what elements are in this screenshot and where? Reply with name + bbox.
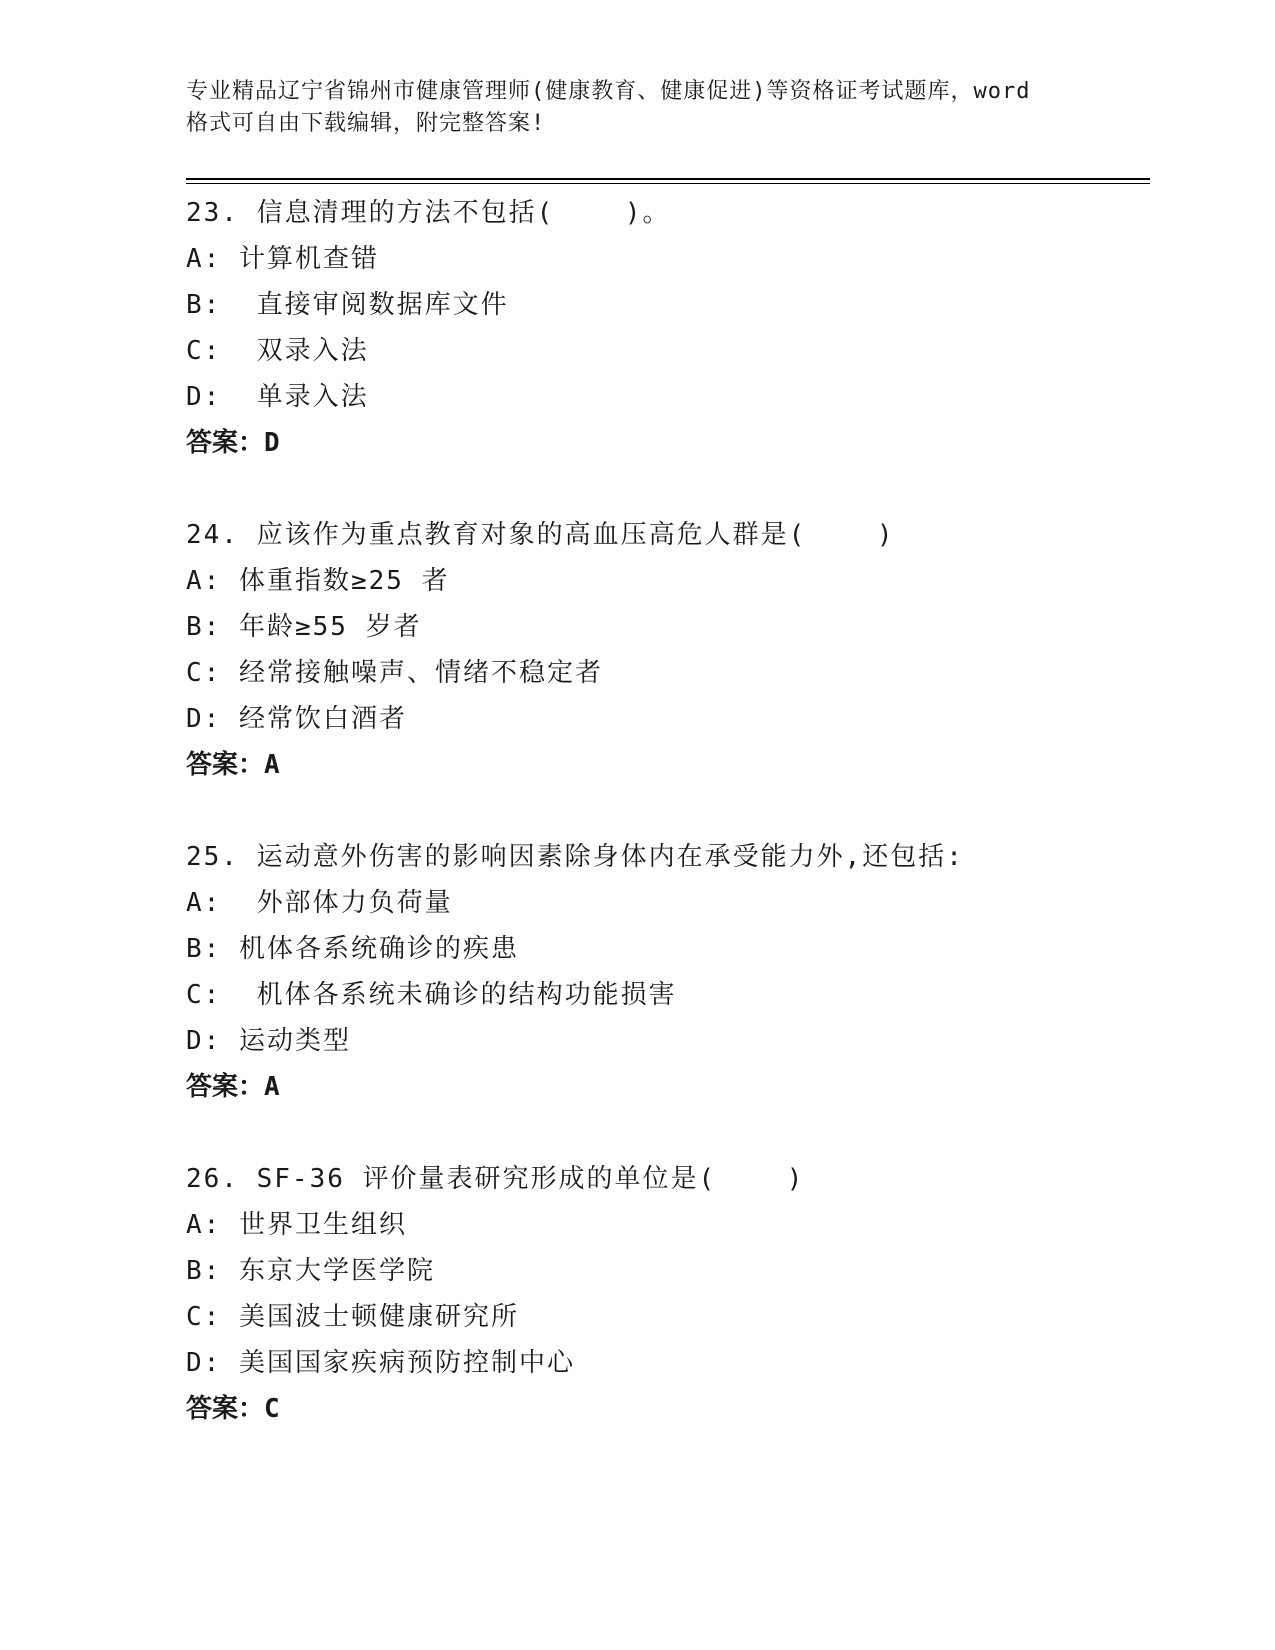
option-b: B: 直接审阅数据库文件: [186, 290, 509, 320]
question-stem: 23. 信息清理的方法不包括( )。: [186, 198, 671, 228]
option-a: A: 外部体力负荷量: [186, 888, 453, 918]
question-24: [186, 512, 1146, 788]
option-a: A: 计算机查错: [186, 244, 379, 274]
answer-text: 答案：D: [186, 428, 280, 458]
option-d: D: 经常饮白酒者: [186, 704, 407, 734]
header-divider-thick: [186, 178, 1150, 180]
question-stem: 24. 应该作为重点教育对象的高血压高危人群是( ): [186, 520, 895, 550]
question-list: [186, 190, 1146, 1478]
question-25: [186, 834, 1146, 1110]
answer-text: 答案：A: [186, 750, 280, 780]
option-a: A: 世界卫生组织: [186, 1210, 407, 1240]
option-d: D: 单录入法: [186, 382, 369, 412]
header-divider-thin: [186, 183, 1150, 184]
option-c: C: 经常接触噪声、情绪不稳定者: [186, 658, 603, 688]
option-b: B: 机体各系统确诊的疾患: [186, 934, 519, 964]
option-d: D: 运动类型: [186, 1026, 351, 1056]
option-c: C: 双录入法: [186, 336, 369, 366]
answer-text: 答案：A: [186, 1072, 280, 1102]
header-line-2: 格式可自由下载编辑，附完整答案!: [186, 111, 546, 136]
document-header: [186, 76, 1086, 140]
option-c: C: 美国波士顿健康研究所: [186, 1302, 519, 1332]
option-b: B: 年龄≥55 岁者: [186, 612, 422, 642]
question-23: [186, 190, 1146, 466]
answer-text: 答案：C: [186, 1394, 280, 1424]
option-c: C: 机体各系统未确诊的结构功能损害: [186, 980, 677, 1010]
option-a: A: 体重指数≥25 者: [186, 566, 450, 596]
option-d: D: 美国国家疾病预防控制中心: [186, 1348, 575, 1378]
option-b: B: 东京大学医学院: [186, 1256, 435, 1286]
header-line-1: 专业精品辽宁省锦州市健康管理师(健康教育、健康促进)等资格证考试题库，word: [186, 79, 1031, 104]
question-stem: 25. 运动意外伤害的影响因素除身体内在承受能力外,还包括:: [186, 842, 964, 872]
question-26: [186, 1156, 1146, 1432]
question-stem: 26. SF-36 评价量表研究形成的单位是( ): [186, 1164, 805, 1194]
